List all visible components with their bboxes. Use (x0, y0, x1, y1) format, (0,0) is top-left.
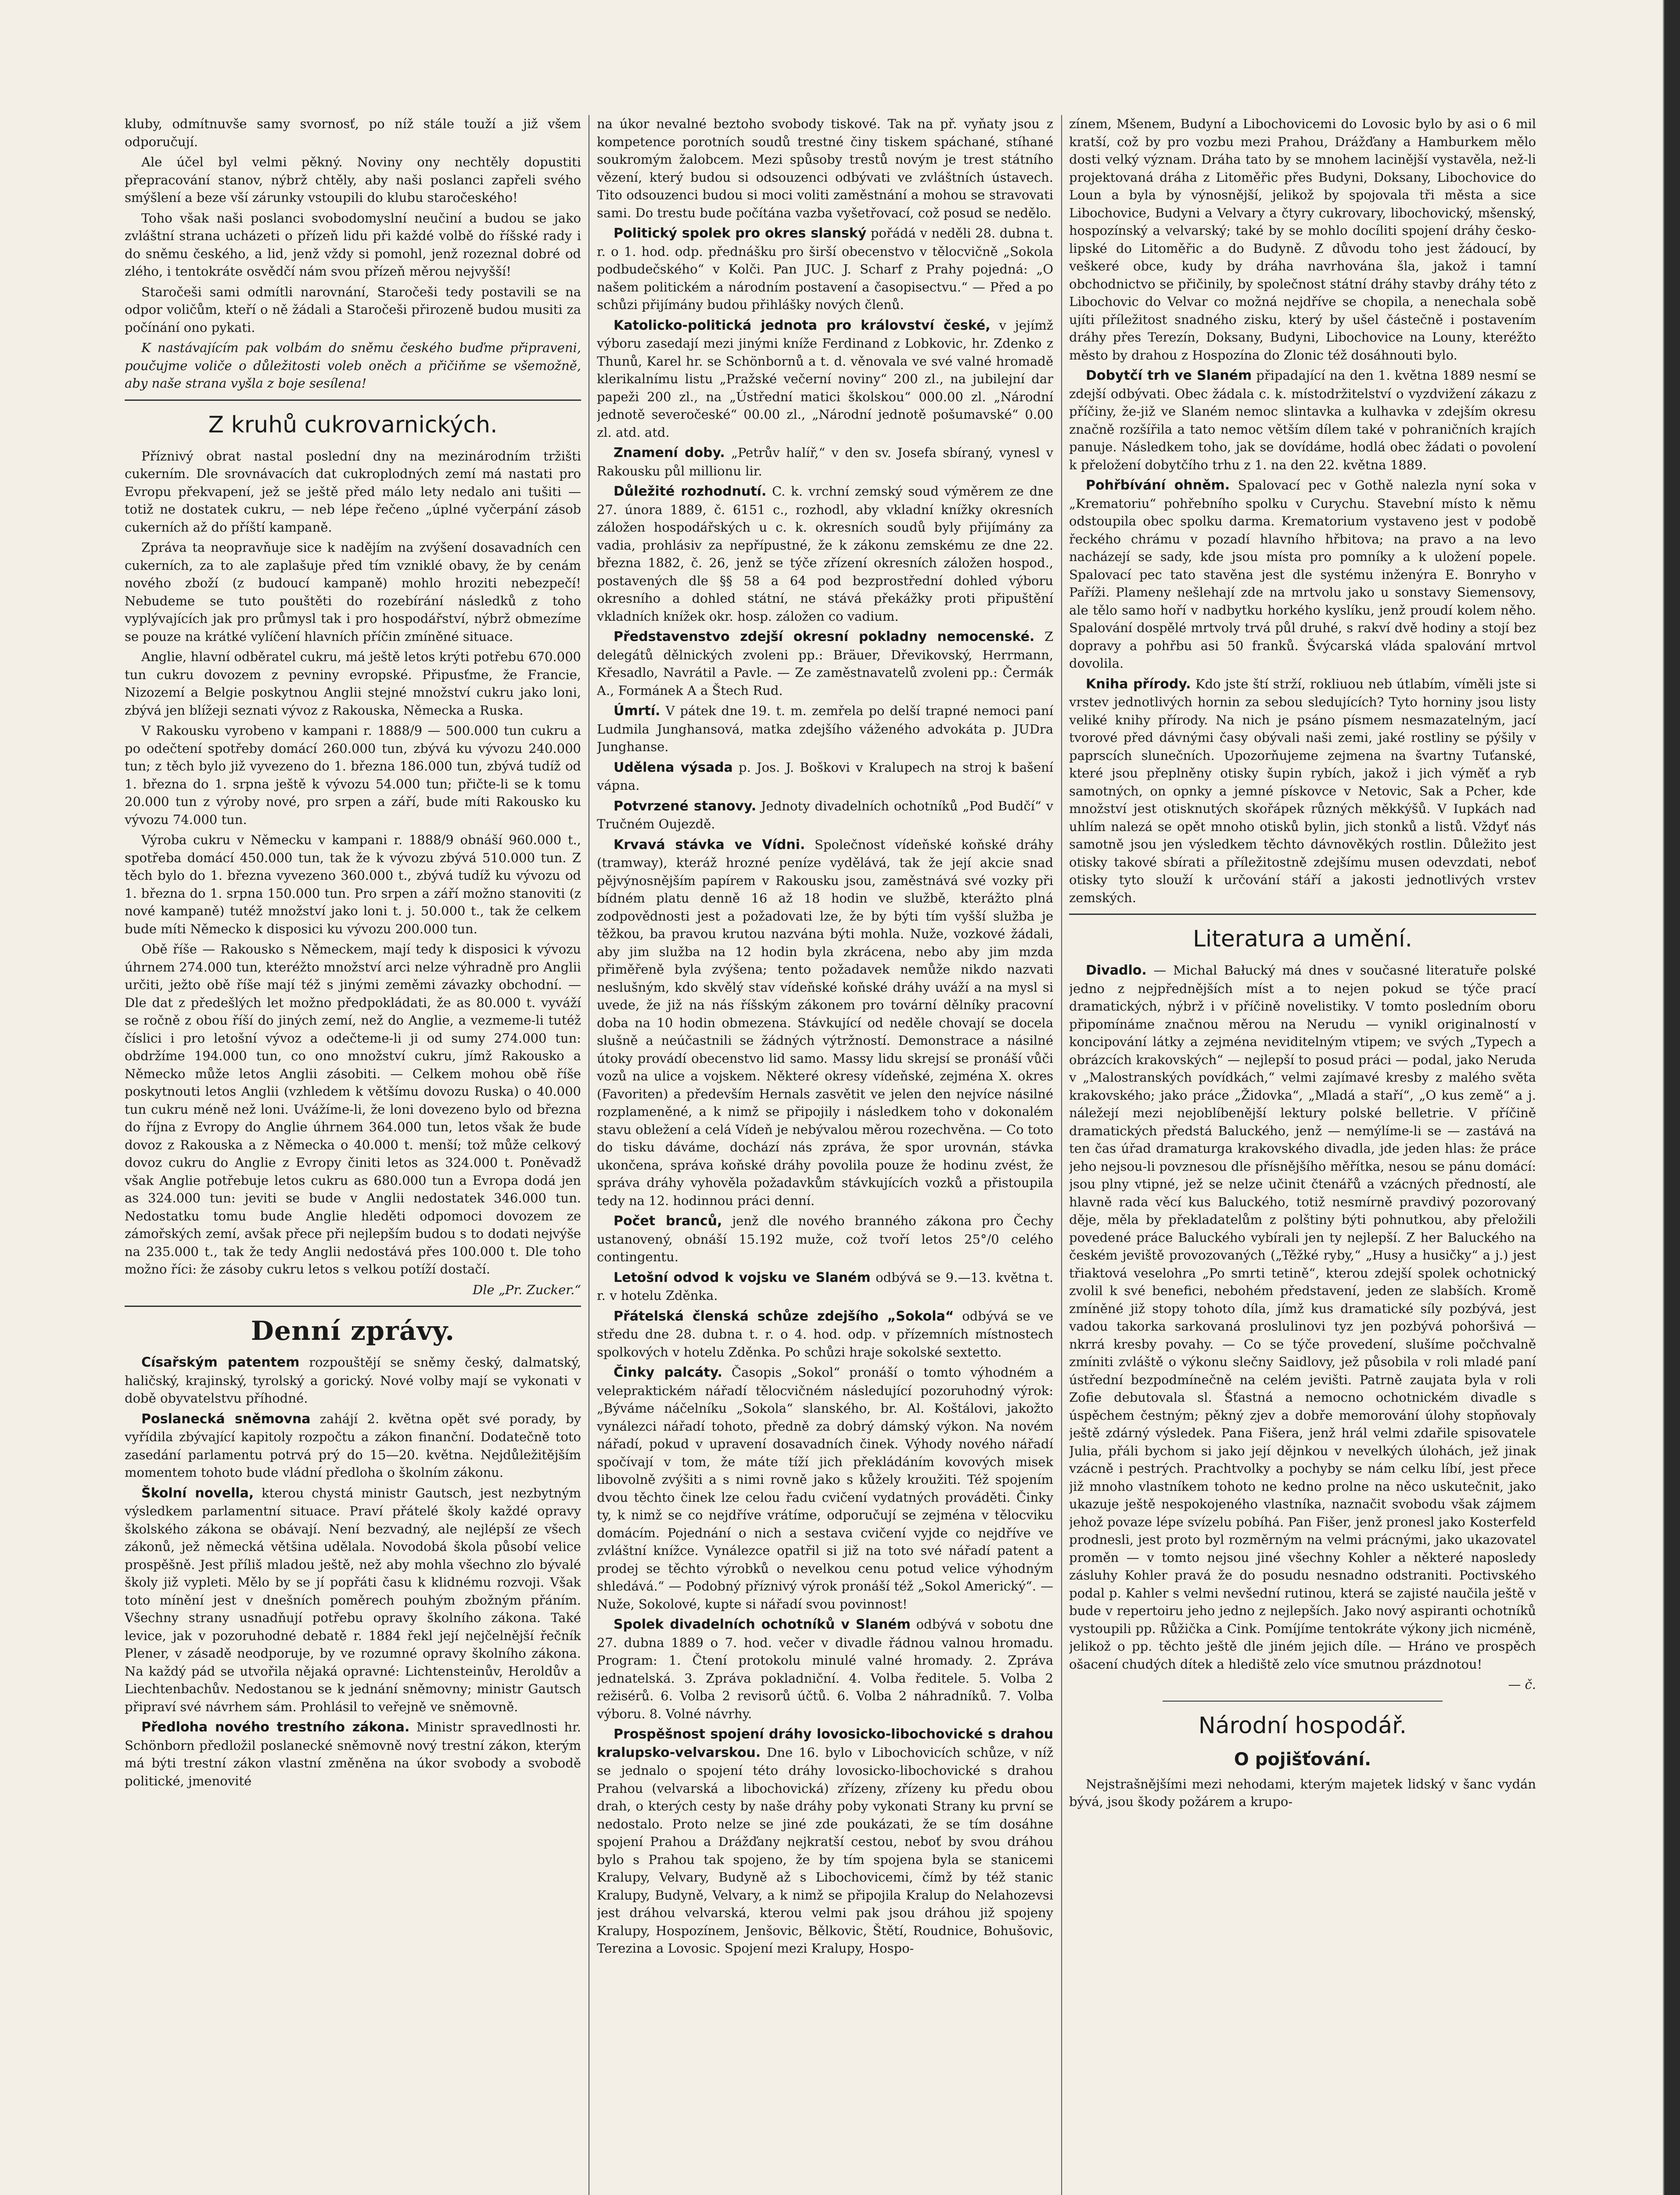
section-title-news: Denní zprávy. (251, 1316, 455, 1346)
news-text: Dne 16. bylo v Libochovicích schůze, v níž se jednalo o spojení této dráhy lovosicko-libochovické s drahou Prahou (velvarská a libochovická) zřízeny, zřízeny ku předu obou drah, o kterých cesty by naše dráhy poby vykonati Strany ku první se nedostalo. Proto nelze se jiné zde poukázati, že se tím dosáhne spojení Prahou a Drážďany nejkratší cestou, neboť by svou dráhou bylo s Prahou tak spojeno, že by tím spojena byla se stanicemi Kralupy, Velvary, Budyně až s Libochovicemi, čímž by též stanic Kralupy, Budyně, Velvary, a k nimž se připojila Kralup do Nelahozevsi jest dráhou velvarská, kterou velmi pak jsou dráhou již spojeny Kralupy, Hospozínem, Jenšovic, Bělkovic, Štětí, Roudnice, Bohušovic, Terezina a Lovosic. Spojení mezi Kralupy, Hospo- (597, 1745, 1053, 1956)
news-text: — Michal Bałucký má dnes v současné literatuře polské jedno z nejpřednějších míst a to nejen pokud se týče prací dramatických, nýbrž i v příčině novelistiky. V tomto posledním oboru připomínáme značnou měrou na Nerudu — vynikl originalností v koncipování látky a zejména neviditelným vtipem; ve svých „Typech a obrázcích krakovských“ — nejlepší to posud práci — podal, jako Neruda v „Malostranských povídkách,“ velmi zajímavé kresby z malého světa krakovského; jako práce „Židovka“, „Mladá a staří“, „O kus země“ a j. náležejí mezi nejoblíbenější lektury polské belletrie. V příčině dramatických předstá Baluckého, jenž — nemýlíme-li se — zastává na ten čas úřad dramaturga krakovského divadla, jde jeden hlas: že práce jeho nejsou-li povznesou dle přísnějšího měřítka, nesou se pánu domácí: jsou plny vtipné, jež se nelze učinit čtenářů a vzácných předností, ale hlavně rada věcí kus Baluckého, totiž nesmírně pravdivý pozorovaný děje, měla by překladatelům z polštiny býti pohnutkou, aby přeložili povedené práce Baluckého vybírali jen ty nejlepší. Z her Baluckého na českém jeviště provozovaných („Těžké ryby,“ „Husy a husičky“ a j.) jest třiaktová veselohra „Po smrti tetině“, kterou zdejší spolek ochotnický zvolil k své benefici, nebohém představení, jeden ze slabších. Kromě zmíněné již stopy tohoto díla, jímž kus dramatické síly pozbývá, jest vadou takorka sarkovaná proslulinovi tyz jen pozbývá pohoršivá — nkrrá kresby povahy. — Co se týče provedení, slušíme počchvalně zmíniti zvláště o výkonu slečny Saidlovy, jež působila v roli mladé paní ústřední bezpodmínečně na celém jevišti. Patrně zaujata byla v roli Zofie debutovala sl. Šťastná a nemocno ochotnickém divadle s úspěchem čestným; pěkný zjev a dobře memorování úlohy stopňovaly ještě zdárný výsledek. Pana Fišera, jenž hrál velmi zdařile spisovatele Julia, přáli bychom si jako její dějnkou v nevelkých úlohách, jež jinak vzácně i pestrých. Prachtvolky a pochyby se nám celku líbí, jest přece již mnoho vlastníkem tohoto ne kedno prolne na něco uskutečnit, jako ukazuje ještě nespokojeného vlastníka, naznačit svobodu však zájmem jehož povaze lépe svízelu pobíhá. Pan Fišer, jenž pronesl jako Kosterfeld prodnesli, jest proto byl rozměrným na velmi prácnými, jako ukazovatel proměn — v tomto nejsou jiné všechny Kohler a některé naposledy zásluhy Kohler pravá že do posudu nesnadno odstraniti. Poctivského podal p. Kahler s velmi nevšední rutinou, která se zajisté naučila ještě v bude v repertoiru jeho jedno z nejlepších. Jako nový aspiranti ochotníků vystoupili pp. Růžička a Cink. Pomíjíme tentokráte výkony jich nicméně, jelikož o pp. těchto ještě dle jiném jejich díle. — Hráno ve prospěch ošacení chudých dítek a hlediště zelo více smutnou prázdnotou! (1069, 963, 1536, 1672)
news-item (597, 482, 1053, 625)
news-headline: Dobytčí trh ve Slaném (1086, 368, 1252, 383)
paragraph: zínem, Mšenem, Budyní a Libochovicemi do Lovosic bylo by asi o 6 mil kratší, což by pro vozbu mezi Prahou, Drážďany a Hamburkem mělo dosti velký význam. Dráha tato by se mnohem lacinější vystavěla, než-li projektovaná dráha z Litoměřic přes Budyni, Doksany, Libochovice do Loun a byla by výnosnější, jelikož by spojovala tři města a sice Libochovice, Budyni a Velvary a čtyry cukrovary, libochovický, mšenský, hospozínský a velvarský; také by se mohlo docíliti spojení dráhy česko-lipské do Litoměřic a do Budyně. Z důvodu toho jest žádoucí, by veškeré obce, kudy by dráha navrhována šla, jakož i tamní obchodnictvo se přičinily, by společnost státní dráhy stavby dráhy této z Libochovic do Velvar co možná nejdříve se chopila, a nenechala sobě ujíti příležitost snadného zisku, který by ušel částečně i postavením dráhy přes Terezín, Doksany, Budyni, Libochovice na Lounу, kteréžto město by drahou z Hospozína do Zlonic též dosáhnouti bylo. (1069, 116, 1536, 363)
news-headline: Prospěšnost spojení dráhy lovosicko-libochovické s drahou kralupsko-velvarskou. (597, 1727, 1053, 1760)
news-item (597, 317, 1053, 442)
paragraph: Obě říše — Rakousko s Německem, mají tedy k disposici k vývozu úhrnem 274.000 tun, kteréžto množství arci nelze výhradně pro Anglii určiti, ježto obě říše mají též s jinými zeměmi závazky obchodní. — Dle dat z předešlých let možno předpokládati, že as 80.000 t. vyváží se ročně z obou říší do jiných zemí, než do Anglie, a vezmeme-li tutéž číslici i pro letošní vývoz a odečteme-li ji od sumy 274.000 tun: obdržíme 194.000 tun, co ono množství cukru, jímž Rakousko a Německo může letos Anglii zásobiti. — Celkem mohou obě říše poskytnouti letos Anglii (vzhledem k většímu dovozu Ruska) o 40.000 tun cukru méně než loni. Uvážíme-li, že loni dovezeno bylo od března do října z Evropy do Anglie úhrnem 364.000 tun, letos však že bude dovoz z Rakouska a z Německa o 40.000 t. menší; tož může celkový dovoz cukru do Anglie z Evropy činiti letos as 324.000 t. Poněvadž však Anglie potřebuje letos cukru as 680.000 tun a Evropa dodá jen as 324.000 tun: jeviti se bude v Anglii nedostatek 346.000 tun. Nedostatku tomu bude Anglie hleděti odpomoci dovozem ze zámořských zemí, avšak přece při nejlepším budou s to dodati nejvýše na 235.000 t., tak že tedy Anglii nedostává přes 100.000 t. Dle toho možno říci: že zásoby cukru letos s velkou potíží dostačí. (125, 942, 581, 1277)
news-item (125, 1353, 581, 1407)
news-item (597, 1616, 1053, 1723)
news-item (597, 702, 1053, 756)
news-headline: Spolek divadelních ochotníků v Slaném (614, 1617, 911, 1632)
news-headline: Pohřbívání ohněm. (1086, 478, 1230, 493)
news-text: V pátek dne 19. t. m. zemřela po delší trapné nemoci paní Ludmila Junghansová, matka zdejšího váženého advokáta p. JUDra Junghanse. (597, 703, 1053, 754)
news-text: Společnost vídeňské koňské dráhy (tramway), kteráž hrozné peníze vydělává, tak že její akcie snad pějvýnosnějším papírem v Rakousku jsou, zaměstnává své vozky při bídném platu denně 16 až 18 hodin ve službě, kterážto plná zodpovědnosti jest a požadovati lze, že by býti tím vyšší služba je těžkou, ba pravou krutou nazvána býti mohla. Nuže, vozkové žádali, aby jim služba na 12 hodin byla zkrácena, nebo aby jim mzda přiměřeně byla zvýšena; tento požadavek nemůže nikdo nazvati neslušným, kdo skvělý stav vídeňské koňské dráhy uváží a na mysl si uvede, že již na nás říšským zákonem pro tovární dělníky pracovní doba na 10 hodin obmezena. Stávkující od neděle chovají se docela slušně a neúčastnili se žádných výtržností. Demonstrace a násilné útoky provádí obecenstvo lid samo. Massy lidu skrejsí se pronáší vůči vozů na ulice a vojskem. Některé okresy vídeňské, zejména X. okres (Favoriten) a především Hernals zasvětit ve jelen den nejvíce násilné rozplameněné, a k nimž se připojily i následkem toho v dokonalém stavu obležení a celá Vídeň je nebývalou měrou rozechvěna. — Co toto do tisku dáváme, dochází nás zpráva, že spor urovnán, stávka ukončena, správa koňské dráhy povolila pouze že hodinu zvést, že správa dráhy vyhověla požadavkům stávkujících vozků a přistoupila tedy na 12. hodinnou práci denní. (597, 837, 1053, 1208)
news-headline: Letošní odvod k vojsku ve Slaném (614, 1270, 871, 1285)
news-text: p. Jos. J. Boškovi v Kralupech na stroj k bašení vápna. (597, 759, 1053, 793)
news-text: Kdo jste ští strží, rokliuou neb útlabím, víměli jste si vrstev jednotlivých hornin za sebou sledujících? Tyto horniny jsou listy veliké knihy přírody. Na nich je psáno písmem nesmazatelným, jací tvorové před dávnými časy obývali naši zemi, jaké rostliny se pýšily v paprscích slunečních. Upozorňujeme zejmena na švartny Tuťanské, které jsou přeplněny otisky šupin rybích, jakož i jich výměť a ryb samotných, on opnky a jemné pískovce v Netovic, Sak a Pcher, kde množství jest otisknutých skořápek různých měkkýšů. V Iupkách nad uhlím nalezá se opět mnoho otisků bylin, jich stonků a listů. Vždyť nás samotně jsou jen výsledkem těchto dávnověkých rostlin. Důležito jest otisky takové sbírati a příležitostně zdejšímu musen odevzdati, neboť otisky tyto slouží k určování stáří a jakosti jednotlivých vrstev zemských. (1069, 676, 1536, 905)
news-text: rozpouštějí se sněmy český, dalmatský, haličský, krajinský, tyrolský a gorický. Nové volby mají se vykonati v době obyvatelstvu příhodné. (125, 1355, 581, 1406)
news-item (597, 1307, 1053, 1361)
news-item (597, 759, 1053, 795)
section-title-literature: Literatura a umění. (1192, 926, 1413, 952)
news-item (125, 1718, 581, 1790)
news-text: kterou chystá ministr Gautsch, jest nezbytným výsledkem parlamentní situace. Praví přátelé školy každé opravy školského zákona se obávají. Není bezvadný, ale nejlépší ze všech zákonů, jež německá většina udělala. Novodobá škola působí velice prospěšně. Jest příliš mladou ještě, než aby mohla všechno zlo bývalé školy již vypleti. Mělo by se jí popřáti času k klidnému rozvoji. Však toto mínění jest v dnešních poměrech pouhým zbožným přáním. Všechny strany usnadňují potřebu opravy školního zákona. Také levice, jak v pozoruhodné debatě r. 1884 řekl její nejčelnější řečník Plener, v zásadě neodporuje, by ve rozumné opravy školního zákona. Na každý pád se utvořila nějaká opravné: Lichtensteinův, Heroldův a Liechtenbachův. Nedostanou se k jednání sněmovny; ministr Gautsch připraví své návrhem sám. Prohlásil to veřejně ve sněmovně. (125, 1485, 581, 1714)
news-text: Časopis „Sokol“ pronáší o tomto výhodném a velepraktickém nářadí tělocvičném následující pozoruhodný výrok: „Býváme náčelníku „Sokola“ slanského, br. Al. Koštálovi, jakožto vynálezci nářadí tohoto, předně za dobrý dámský výkon. Na novém nářadí, pokud v upravení dosavadních činek. Výhody nového nářadí spočívají v tom, že máte tíží jich překládáním kovových misek libovolně zvýšiti a s nimi rovně jako s kůžely kroužiti. Též spojením dvou těchto činek lze celou řadu cvičení vydatných prováděti. Činky ty, k nimž se co nejdříve vrátíme, odporučují se zejména v tělocviku domácím. Pojednání o nich a sestava cvičení vyjde co nejdříve ve zvláštní knížce. Vynálezce opatřil si již na toto své nářadí patent a prodej se těchto výrobků o nevelkou cenu potud velice výhodným shledává.“ — Podobný příznivý výrok pronáší též „Sokol Americký“. — Nuže, Sokolové, kupte si nářadí svou povinnost! (597, 1365, 1053, 1612)
news-headline: Přátelská členská schůze zdejšího „Sokola“ (614, 1308, 954, 1324)
news-text: Z delegátů dělnických zvoleni pp.: Bräuer, Dřevikovský, Herrmann, Křesadlo, Navrátil a Pavle. — Ze zaměstnavatelů zvoleni pp.: Čermák A., Formánek A a Štech Rud. (597, 629, 1053, 698)
news-item (597, 444, 1053, 480)
paragraph: Příznivý obrat nastal poslední dny na mezinárodním tržišti cukerním. Dle srovnávacích dat cukroplodných zemí má nastati pro Evropu překvapení, jež se ještě před málo lety nedalo ani tušiti — totiž ne dostatek cukru, — neb lépe řečeno „úplné vyčerpání zásob cukerních až do příští kampaně. (125, 448, 581, 535)
paragraph: Anglie, hlavní odběratel cukru, má ještě letos krýti potřebu 670.000 tun cukru dovozem z pevniny evropské. Připusťme, že Francie, Nizozemí a Belgie poskytnou Anglii stejné množství cukru jako loni, zbývá jen blížeji seznati vývoz z Rakouska, Německa a Ruska. (125, 649, 581, 718)
news-text: Spalovací pec v Gothě nalezla nyní soka v „Krematoriu“ pohřebního spolku v Curychu. Stavební místo k němu odstoupila obec spolku darma. Krematorium vystaveno jest v podobě řeckého chrámu v pozadí hlavního hřbitova; na pravo a na levo nacházejí se sady, kde jsou místa pro pomníky a k uložení popele. Spalovací pec tato stavěna jest dle systému inženýra E. Bonryho v Paříži. Plameny nešlehají zde na mrtvolu jako u sonstavy Siemensovy, ale tělo samo hoří v nadbytku horkého kyslíku, jenž proudí kolem něho. Spalování dospělé mrtvoly trvá půl druhé, s rakví dvě hodiny a stojí bez dopravy a pohřbu asi 50 franků. Švýcarská vláda spalování mrtvol dovolila. (1069, 478, 1536, 671)
news-headline: Počet branců, (614, 1213, 722, 1229)
column-3 (1069, 115, 1536, 2195)
news-text: odbývá se ve středu dne 28. dubna t. r. o 4. hod. odp. v přízemních místnostech spolkových v hotelu Zděnka. Po schůzi hraje sokolské sextetto. (597, 1308, 1053, 1360)
news-text: odbývá se 9.—13. května t. r. v hotelu Zděnka. (597, 1270, 1053, 1303)
news-text: jenž dle nového branného zákona pro Čechy ustanovený, obnáší 15.192 muže, což tvoří letos 25°/0 celého contingentu. (597, 1213, 1053, 1264)
section-rule (1069, 914, 1536, 915)
news-headline: Školní novella, (141, 1485, 254, 1501)
news-item (125, 1410, 581, 1482)
news-headline: Politický spolek pro okres slanský (614, 226, 867, 241)
news-item (1069, 961, 1536, 1673)
paragraph: Staročeši sami odmítli narovnání, Staročeši tedy postavili se na odpor voličům, kteří o ně žádali a Staročeši přirozeně budou musiti za počínání ono pykati. (125, 284, 581, 335)
news-item (1069, 476, 1536, 673)
section-title-economy: Národní hospodář. (1198, 1712, 1407, 1739)
news-text: Ministr spravedlnosti hr. Schönborn předložil poslanecké sněmovně nový trestní zákon, kterým má býti trestní zákon vlastní změněna na úkor svobody a svobodě politické, jmenovité (125, 1720, 581, 1788)
news-headline: Císařským patentem (141, 1355, 300, 1370)
news-headline: Představenstvo zdejší okresní pokladny nemocenské. (614, 629, 1035, 644)
news-item (597, 1212, 1053, 1266)
section-rule (1163, 1701, 1443, 1702)
news-text: zahájí 2. května opět své porady, by vyřídila zbývající kapitoly rozpočtu a zákon finanční. Dodatečně toto zasedání parlamentu potrvá prý do 15—20. května. Nejdůležitějším momentem tohoto bude vládní předloha o školním zákonu. (125, 1411, 581, 1480)
news-text: C. k. vrchní zemský soud výměrem ze dne 27. února 1889, č. 6151 c., rozhodl, aby vkladní knížky okresních záložen hospodářských u c. k. okresních soudů byly přijímány za vadia, prohlásiv za nepřípustné, že k zákonu zemskému ze dne 22. března 1882, č. 26, jenž se týče zřízení okresních záložen hospod., postavených dle §§ 58 a 64 pod bezprostřední dohled výboru okresního a dohled státní, ne stává překážky proti připuštění vkladních knížek okr. hosp. záložen co vadium. (597, 484, 1053, 624)
news-item (597, 797, 1053, 833)
author-signoff: — č. (1508, 1677, 1536, 1692)
news-text: Jednoty divadelních ochotníků „Pod Budčí“ v Tručném Oujezdě. (597, 798, 1053, 831)
news-headline: Kniha přírody. (1086, 676, 1191, 692)
news-headline: Předloha nového trestního zákona. (141, 1720, 410, 1735)
news-item (125, 1484, 581, 1716)
news-item (597, 836, 1053, 1210)
paragraph: Toho však naši poslanci svobodomyslní neučiní a budou se jako zvláštní strana ucházeti o přízeň lidu při každé volbě do říšské rady i do sněmu českého, a lid, jenž vždy si pomohl, jenž rozeznal dobré od zlého, i tentokráte osvědčí nám svou přízeň měrou nejvyšší! (125, 210, 581, 279)
section-title-sugar: Z kruhů cukrovarnických. (208, 411, 498, 438)
news-text: „Petrův halíř,“ v den sv. Josefa sbíraný, vynesl v Rakousku půl millionu lir. (597, 445, 1053, 479)
news-headline: Poslanecká sněmovna (141, 1411, 311, 1427)
news-headline: Udělena výsada (614, 759, 733, 775)
news-headline: Potvrzené stanovy. (614, 798, 757, 814)
news-item (597, 628, 1053, 699)
news-item (1069, 367, 1536, 474)
column-1 (125, 115, 581, 2195)
news-item (597, 224, 1053, 314)
subsection-title-insurance: O pojišťování. (1234, 1749, 1371, 1770)
italic-appeal: K nastávajícím pak volbám do sněmu českého buďme připraveni, poučujme voliče o důležitosti voleb oněch a přičiňme se všemožně, aby naše strana vyšla z boje sesílena! (125, 340, 581, 391)
section-rule (125, 1306, 581, 1307)
source-signoff: Dle „Pr. Zucker.“ (472, 1282, 581, 1297)
news-headline: Divadlo. (1086, 963, 1147, 978)
scan-edge (1664, 0, 1680, 2195)
paragraph: Ale účel byl velmi pěkný. Noviny ony nechtěly dopustiti přepracování stanov, nýbrž chtěly, aby naši poslanci zapřeli svého smýšlení a beze vší zárunky vstoupili do klubu staročeského! (125, 155, 581, 205)
paragraph: V Rakousku vyrobeno v kampani r. 1888/9 — 500.000 tun cukru a po odečtení spotřeby domácí 260.000 tun, zbývá ku vývozu 240.000 tun; z těch bylo již vyvezeno do 1. března 186.000 tun, zbývá tudíž od 1. března do 1. srpna ještě k vývozu 54.000 tun; přičte-li se k tomu 20.000 tun z výroby nové, pro srpen a září, bude míti Rakousko ku vývozu 74.000 tun. (125, 723, 581, 827)
news-item (597, 1725, 1053, 1958)
news-text: připadající na den 1. května 1889 nesmí se zdejší odbývati. Obec žádala c. k. místodržitelství o vyzdvižení zákazu z příčiny, že-již ve Slaném nemoc slintavka a kulhavka v zdejším okresu značně rozšířila a tato nemoc větším dílem také v pohraničních krajích panuje. Následkem toho, jak se dovídáme, hodlá obec žádati o povolení k přeložení dobytčího trhu z 1. na den 22. května 1889. (1069, 368, 1536, 472)
column-rule (1061, 115, 1062, 2195)
paragraph (125, 339, 581, 392)
news-headline: Katolicko-politická jednota pro království české, (614, 317, 991, 333)
news-item (597, 1269, 1053, 1305)
news-text: odbývá v sobotu dne 27. dubna 1889 o 7. hod. večer v divadle řádnou valnou hromadu. Program: 1. Čtení protokolu minulé valné hromady. 2. Zpráva jednatelská. 3. Zpráva pokladniční. 4. Volba ředitele. 5. Volba 2 režisérů. 6. Volba 2 revisorů účtů. 6. Volba 2 náhradníků. 7. Volba výboru. 8. Volné návrhy. (597, 1617, 1053, 1721)
paragraph: Zpráva ta neopravňuje sice k nadějím na zvýšení dosavadních cen cukerních, za to ale zaplašuje před tím vzniklé obavy, že by cenám nového zboží (z budoucí kampaně) mohlo hroziti nebezpečí! Nebudeme se tuto pouštěti do rozebírání následků z toho vyplývajících jak pro průmysl tak i pro hospodářství, nýbrž obmezíme se pouze na krátké vylíčení hlavních příčin zmíněné situace. (125, 540, 581, 644)
news-headline: Znamení doby. (614, 445, 725, 461)
news-item (597, 1364, 1053, 1613)
news-headline: Důležité rozhodnutí. (614, 484, 767, 499)
paragraph: Výroba cukru v Německu v kampani r. 1888/9 obnáší 960.000 t., spotřeba domácí 450.000 tun, tak že k vývozu zbývá 510.000 tun. Z těch bylo do 1. března vyvezeno 360.000 t., zbývá tudíž ku vývozu od 1. března do 1. srpna 150.000 tun. Pro srpen a září možno stanoviti (z nové kampaně) tutéž množství jako loni t. j. 50.000 t., tak že celkem bude míti Německo k disposici ku vývozu 200.000 tun. (125, 832, 581, 936)
section-rule (125, 399, 581, 401)
column-2 (597, 115, 1053, 2195)
news-item (1069, 675, 1536, 907)
paragraph: Nejstrašnějšími mezi nehodami, kterým majetek lidský v šanc vydán bývá, jsou škody požárem a krupo- (1069, 1776, 1536, 1809)
news-headline: Úmrtí. (614, 703, 661, 719)
news-headline: Činky palcáty. (614, 1365, 722, 1380)
paragraph: na úkor nevalné beztoho svobody tiskové. Tak na př. vyňaty jsou z kompetence porotních soudů trestné činy tiskem spáchané, stíhané soukromým žalobcem. Mezi spůsoby trestů novým je trest státního vězení, který budou si odsouzenci odbývati ve zvláštních ústavech. Tito odsouzenci budou si moci voliti zaměstnání a mohou se stravovati sami. Do trestu bude počítána vazba vyšetřovací, což posud se nedělo. (597, 116, 1053, 220)
news-text: v jejímž výboru zasedají mezi jinými kníže Ferdinand z Lobkovic, hr. Zdenko z Thunů, Karel hr. se Schönbornů a t. d. věnovala ve své valné hromadě klerikalnímu listu „Pražské večerní noviny“ 200 zl., na jubilejní dar papeži 200 zl., na „Ústřední matici školskou“ 000.00 zl. „Národní jednotě severočeské“ 00.00 zl., „Národní jednotě pošumavské“ 0.00 zl. atd. atd. (597, 317, 1053, 440)
paragraph: kluby, odmítnuvše samy svornosť, po níž stále touží a již všem odporučují. (125, 116, 581, 149)
news-text: pořádá v neděli 28. dubna t. r. o 1. hod. odp. přednášku pro širší obecenstvo v tělocvičně „Sokola podbudečského“ v Kolči. Pan JUC. J. Scharf z Prahy pojedná: „O našem politickém a národním postavení a časopisectvu.“ — Před a po schůzi přijímány budou přihlášky nových členů. (597, 226, 1053, 312)
news-headline: Krvavá stávka ve Vídni. (614, 837, 805, 853)
